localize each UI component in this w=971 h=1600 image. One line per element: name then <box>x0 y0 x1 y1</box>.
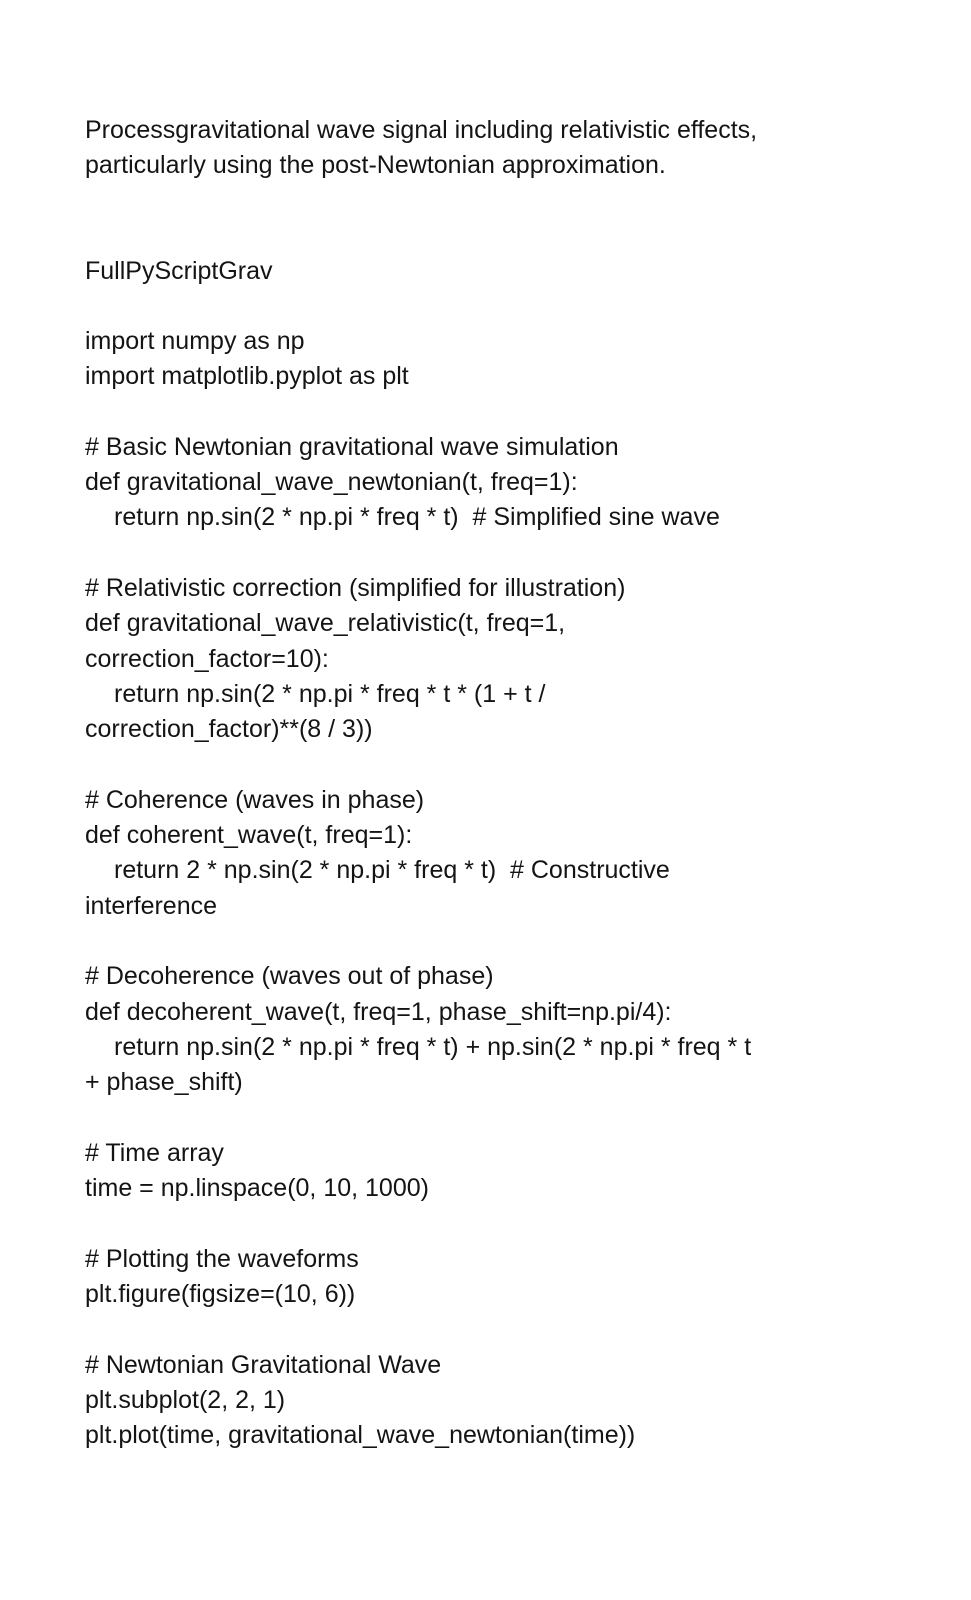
code-line: return np.sin(2 * np.pi * freq * t * (1 + t / <box>114 679 546 708</box>
code-line: return np.sin(2 * np.pi * freq * t) # Simplified sine wave <box>114 503 720 532</box>
code-line: return 2 * np.sin(2 * np.pi * freq * t) # Constructive <box>114 856 670 885</box>
code-line <box>85 1206 925 1241</box>
code-comment: # Time array <box>85 1138 224 1167</box>
code-line: correction_factor=10): <box>85 644 329 673</box>
code-line: correction_factor)**(8 / 3)) <box>85 715 373 744</box>
code-line: def gravitational_wave_relativistic(t, freq=1, <box>85 609 566 638</box>
code-comment: # Relativistic correction (simplified for illustration) <box>85 574 626 603</box>
code-line: return np.sin(2 * np.pi * freq * t) + np.sin(2 * np.pi * freq * t <box>114 1032 752 1061</box>
code-line: interference <box>85 891 218 920</box>
intro-paragraph <box>85 113 915 184</box>
code-line: def decoherent_wave(t, freq=1, phase_shift=np.pi/4): <box>85 997 672 1026</box>
intro-line: particularly using the post-Newtonian approximation. <box>85 151 666 180</box>
code-line: def coherent_wave(t, freq=1): <box>85 821 413 850</box>
code-line: plt.plot(time, gravitational_wave_newtonian(time)) <box>85 1421 636 1450</box>
script-title: FullPyScriptGrav <box>85 257 273 285</box>
intro-line: Processgravitational wave signal including relativistic effects, <box>85 116 758 144</box>
code-comment: # Basic Newtonian gravitational wave simulation <box>85 432 619 461</box>
code-line: + phase_shift) <box>85 1068 243 1097</box>
code-line: def gravitational_wave_newtonian(t, freq=1): <box>85 468 578 497</box>
code-line: import matplotlib.pyplot as plt <box>85 362 409 391</box>
code-comment: # Coherence (waves in phase) <box>85 785 425 814</box>
code-line: plt.figure(figsize=(10, 6)) <box>85 1280 356 1309</box>
code-line <box>85 1101 925 1136</box>
code-comment: # Newtonian Gravitational Wave <box>85 1350 442 1379</box>
code-line <box>85 395 925 430</box>
code-block <box>85 324 925 1454</box>
code-line <box>85 748 925 783</box>
code-line: import numpy as np <box>85 327 305 355</box>
code-line <box>85 924 925 959</box>
code-comment: # Decoherence (waves out of phase) <box>85 962 494 991</box>
code-line: time = np.linspace(0, 10, 1000) <box>85 1174 429 1203</box>
code-comment: # Plotting the waveforms <box>85 1244 359 1273</box>
code-line: plt.subplot(2, 2, 1) <box>85 1385 286 1414</box>
code-line <box>85 536 925 571</box>
code-line <box>85 1312 925 1347</box>
